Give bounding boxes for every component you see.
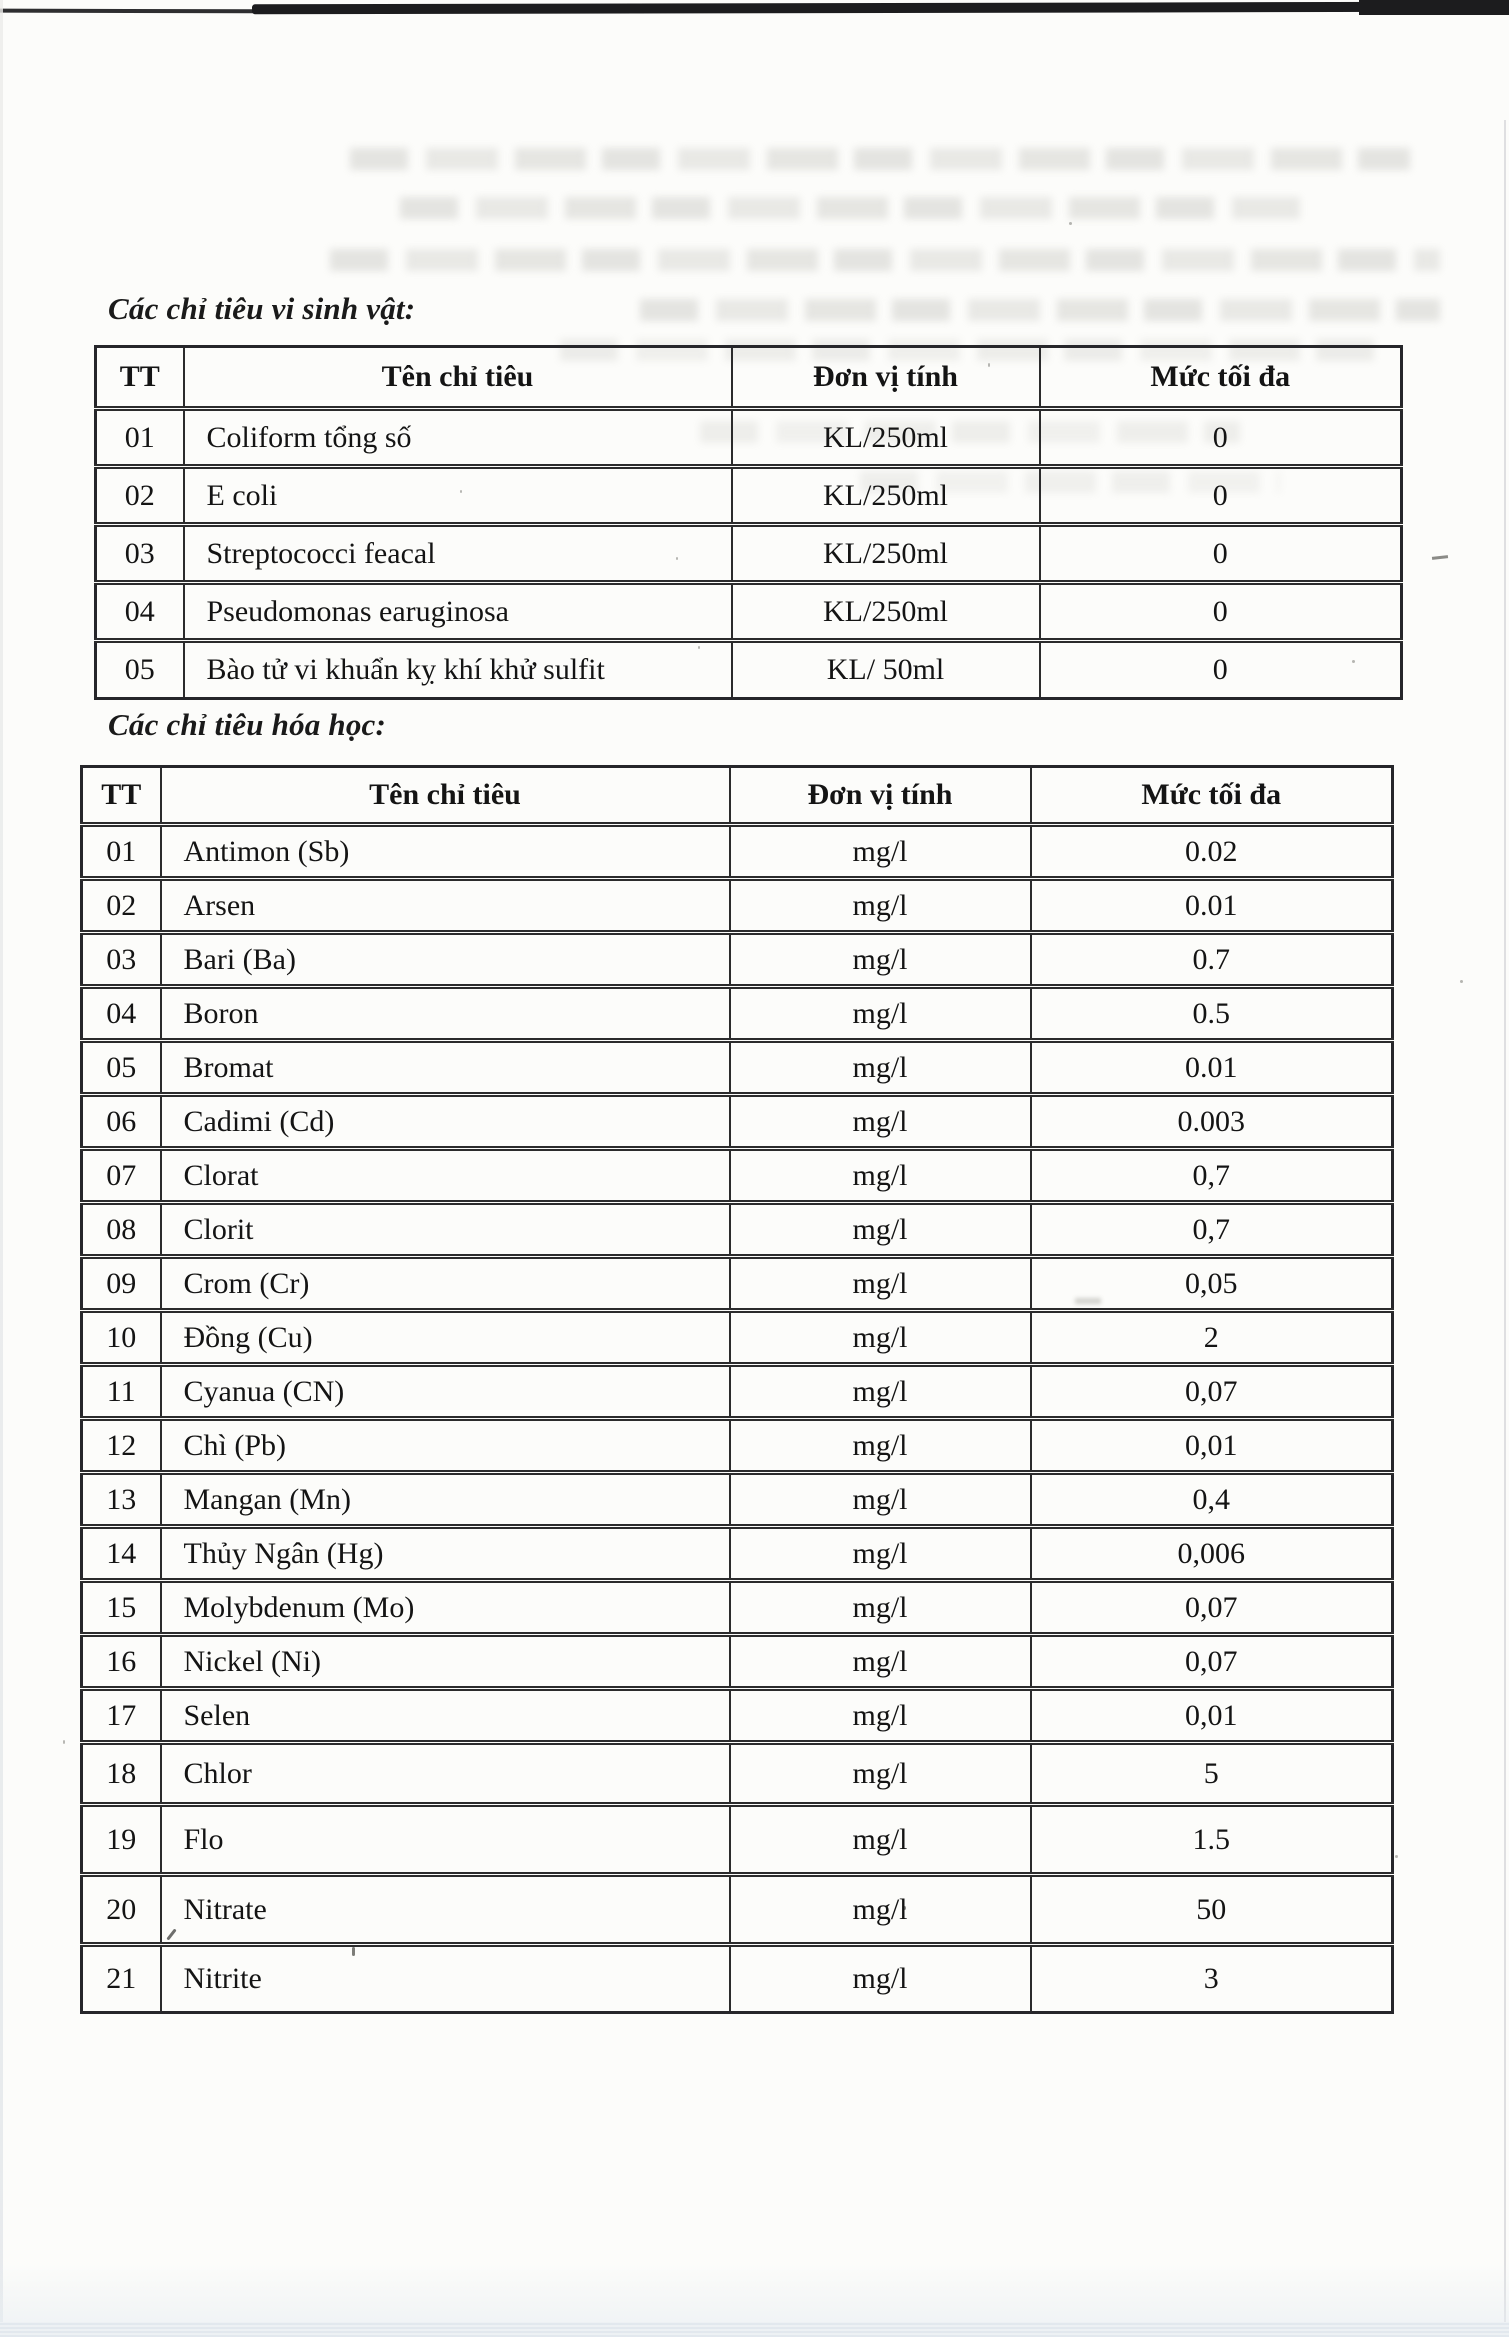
unit-cell: mg/l xyxy=(730,1945,1031,2013)
unit-cell: mg/l xyxy=(730,1805,1031,1875)
max-level-cell: 2 xyxy=(1031,1311,1393,1365)
max-level-cell: 0,006 xyxy=(1031,1527,1393,1581)
col-header-tt: TT xyxy=(96,347,184,409)
row-number-cell: 16 xyxy=(82,1635,161,1689)
max-level-cell: 50 xyxy=(1031,1875,1393,1945)
criterion-name-cell: Nitrite xyxy=(161,1945,730,2013)
unit-cell: mg/l xyxy=(730,1419,1031,1473)
max-level-cell: 0,01 xyxy=(1031,1419,1393,1473)
row-number-cell: 02 xyxy=(82,879,161,933)
unit-cell: mg/l xyxy=(730,1149,1031,1203)
unit-cell: mg/l xyxy=(730,1311,1031,1365)
scan-edge-left xyxy=(0,0,3,2337)
max-level-cell: 0.01 xyxy=(1031,879,1393,933)
criterion-name-cell: Flo xyxy=(161,1805,730,1875)
table-row xyxy=(82,1203,1393,1257)
table-row xyxy=(82,987,1393,1041)
chemical-criteria-table xyxy=(80,765,1394,2014)
unit-cell: mg/l xyxy=(730,987,1031,1041)
criterion-name-cell: Clorat xyxy=(161,1149,730,1203)
unit-cell: mg/l xyxy=(730,1473,1031,1527)
col-header-unit: Đơn vị tính xyxy=(732,347,1040,409)
row-number-cell: 03 xyxy=(82,933,161,987)
col-header-criterion: Tên chỉ tiêu xyxy=(184,347,732,409)
row-number-cell: 03 xyxy=(96,525,184,583)
table-row xyxy=(82,1365,1393,1419)
row-number-cell: 13 xyxy=(82,1473,161,1527)
table-row xyxy=(82,1095,1393,1149)
table-row xyxy=(82,1743,1393,1805)
max-level-cell: 0,07 xyxy=(1031,1581,1393,1635)
table-row xyxy=(82,1581,1393,1635)
col-header-unit: Đơn vị tính xyxy=(730,767,1031,825)
table-row xyxy=(82,825,1393,879)
section-title-chemical: Các chỉ tiêu hóa học: xyxy=(108,707,387,742)
col-header-max: Mức tối đa xyxy=(1031,767,1393,825)
scan-edge-right xyxy=(1504,120,1506,2337)
row-number-cell: 05 xyxy=(82,1041,161,1095)
row-number-cell: 06 xyxy=(82,1095,161,1149)
table-row xyxy=(82,1875,1393,1945)
criterion-name-cell: Bari (Ba) xyxy=(161,933,730,987)
table-row xyxy=(82,1311,1393,1365)
criterion-name-cell: Nickel (Ni) xyxy=(161,1635,730,1689)
unit-cell: mg/l xyxy=(730,1635,1031,1689)
row-number-cell: 21 xyxy=(82,1945,161,2013)
criterion-name-cell: Boron xyxy=(161,987,730,1041)
criterion-name-cell: Arsen xyxy=(161,879,730,933)
criterion-name-cell: E coli xyxy=(184,467,732,525)
unit-cell: mg/l xyxy=(730,1041,1031,1095)
criterion-name-cell: Thủy Ngân (Hg) xyxy=(161,1527,730,1581)
max-level-cell: 0,07 xyxy=(1031,1365,1393,1419)
criterion-name-cell: Đồng (Cu) xyxy=(161,1311,730,1365)
max-level-cell: 0 xyxy=(1040,409,1402,467)
col-header-criterion: Tên chỉ tiêu xyxy=(161,767,730,825)
criterion-name-cell: Cyanua (CN) xyxy=(161,1365,730,1419)
noise-dot xyxy=(1395,1855,1398,1858)
unit-cell: mg/l xyxy=(730,1095,1031,1149)
unit-cell: KL/250ml xyxy=(732,409,1040,467)
row-number-cell: 09 xyxy=(82,1257,161,1311)
table-row xyxy=(82,1805,1393,1875)
max-level-cell: 5 xyxy=(1031,1743,1393,1805)
table-row xyxy=(82,1635,1393,1689)
section-title-microbiological: Các chỉ tiêu vi sinh vật: xyxy=(108,291,416,326)
col-header-tt: TT xyxy=(82,767,161,825)
max-level-cell: 0 xyxy=(1040,467,1402,525)
criterion-name-cell: Clorit xyxy=(161,1203,730,1257)
unit-cell: KL/250ml xyxy=(732,467,1040,525)
unit-cell: mg/l xyxy=(730,1875,1031,1945)
table-row xyxy=(96,467,1402,525)
table-row xyxy=(82,1689,1393,1743)
criterion-name-cell: Coliform tổng số xyxy=(184,409,732,467)
ghost-text-line xyxy=(640,299,1440,321)
table-row xyxy=(82,879,1393,933)
row-number-cell: 05 xyxy=(96,641,184,699)
criterion-name-cell: Mangan (Mn) xyxy=(161,1473,730,1527)
criterion-name-cell: Bromat xyxy=(161,1041,730,1095)
unit-cell: mg/l xyxy=(730,1689,1031,1743)
unit-cell: KL/250ml xyxy=(732,583,1040,641)
header-row xyxy=(96,347,1402,409)
max-level-cell: 0,07 xyxy=(1031,1635,1393,1689)
unit-cell: mg/l xyxy=(730,825,1031,879)
row-number-cell: 04 xyxy=(96,583,184,641)
scan-edge-top xyxy=(252,2,1509,15)
unit-cell: KL/250ml xyxy=(732,525,1040,583)
max-level-cell: 0,4 xyxy=(1031,1473,1393,1527)
row-number-cell: 19 xyxy=(82,1805,161,1875)
table-row xyxy=(96,525,1402,583)
criterion-name-cell: Pseudomonas earuginosa xyxy=(184,583,732,641)
unit-cell: KL/ 50ml xyxy=(732,641,1040,699)
row-number-cell: 07 xyxy=(82,1149,161,1203)
ghost-text-line xyxy=(330,249,1440,271)
row-number-cell: 10 xyxy=(82,1311,161,1365)
table-row xyxy=(82,1527,1393,1581)
unit-cell: mg/l xyxy=(730,1257,1031,1311)
scan-bottom-wash xyxy=(0,2263,1509,2323)
row-number-cell: 01 xyxy=(96,409,184,467)
col-header-max: Mức tối đa xyxy=(1040,347,1402,409)
row-number-cell: 17 xyxy=(82,1689,161,1743)
table-row xyxy=(82,933,1393,987)
max-level-cell: 0.02 xyxy=(1031,825,1393,879)
max-level-cell: 3 xyxy=(1031,1945,1393,2013)
criterion-name-cell: Crom (Cr) xyxy=(161,1257,730,1311)
ghost-text-line xyxy=(350,148,1410,170)
max-level-cell: 0.01 xyxy=(1031,1041,1393,1095)
ghost-text-line xyxy=(400,197,1300,219)
row-number-cell: 04 xyxy=(82,987,161,1041)
microbiological-criteria-table xyxy=(94,345,1403,700)
criterion-name-cell: Streptococci feacal xyxy=(184,525,732,583)
max-level-cell: 0.7 xyxy=(1031,933,1393,987)
table-row xyxy=(82,1257,1393,1311)
row-number-cell: 18 xyxy=(82,1743,161,1805)
unit-cell: mg/l xyxy=(730,1365,1031,1419)
row-number-cell: 14 xyxy=(82,1527,161,1581)
row-number-cell: 20 xyxy=(82,1875,161,1945)
unit-cell: mg/l xyxy=(730,933,1031,987)
unit-cell: mg/l xyxy=(730,1581,1031,1635)
criterion-name-cell: Chì (Pb) xyxy=(161,1419,730,1473)
max-level-cell: 0,01 xyxy=(1031,1689,1393,1743)
max-level-cell: 0 xyxy=(1040,583,1402,641)
max-level-cell: 0 xyxy=(1040,641,1402,699)
criterion-name-cell: Molybdenum (Mo) xyxy=(161,1581,730,1635)
criterion-name-cell: Selen xyxy=(161,1689,730,1743)
unit-cell: mg/l xyxy=(730,879,1031,933)
max-level-cell: 0.003 xyxy=(1031,1095,1393,1149)
scan-edge-bottom xyxy=(0,2322,1509,2337)
unit-cell: mg/l xyxy=(730,1203,1031,1257)
row-number-cell: 08 xyxy=(82,1203,161,1257)
criterion-name-cell: Chlor xyxy=(161,1743,730,1805)
table-row xyxy=(96,409,1402,467)
max-level-cell: 1.5 xyxy=(1031,1805,1393,1875)
criterion-name-cell: Cadimi (Cd) xyxy=(161,1095,730,1149)
row-number-cell: 15 xyxy=(82,1581,161,1635)
table-row xyxy=(82,1041,1393,1095)
noise-dot xyxy=(1069,222,1072,225)
table-row xyxy=(82,1945,1393,2013)
row-number-cell: 02 xyxy=(96,467,184,525)
max-level-cell: 0 xyxy=(1040,525,1402,583)
row-number-cell: 11 xyxy=(82,1365,161,1419)
noise-dash xyxy=(1432,555,1448,560)
table-row xyxy=(96,641,1402,699)
max-level-cell: 0,05 xyxy=(1031,1257,1393,1311)
noise-dot xyxy=(1460,980,1463,983)
table-row xyxy=(82,1149,1393,1203)
table-row xyxy=(82,1419,1393,1473)
unit-cell: mg/l xyxy=(730,1743,1031,1805)
criterion-name-cell: Bào tử vi khuẩn kỵ khí khử sulfit xyxy=(184,641,732,699)
table-row xyxy=(96,583,1402,641)
max-level-cell: 0.5 xyxy=(1031,987,1393,1041)
unit-cell: mg/l xyxy=(730,1527,1031,1581)
row-number-cell: 12 xyxy=(82,1419,161,1473)
noise-dot xyxy=(63,1740,65,1744)
max-level-cell: 0,7 xyxy=(1031,1203,1393,1257)
header-row xyxy=(82,767,1393,825)
max-level-cell: 0,7 xyxy=(1031,1149,1393,1203)
table-row xyxy=(82,1473,1393,1527)
criterion-name-cell: Nitrate xyxy=(161,1875,730,1945)
row-number-cell: 01 xyxy=(82,825,161,879)
scan-edge-top-right xyxy=(1359,0,1509,15)
criterion-name-cell: Antimon (Sb) xyxy=(161,825,730,879)
